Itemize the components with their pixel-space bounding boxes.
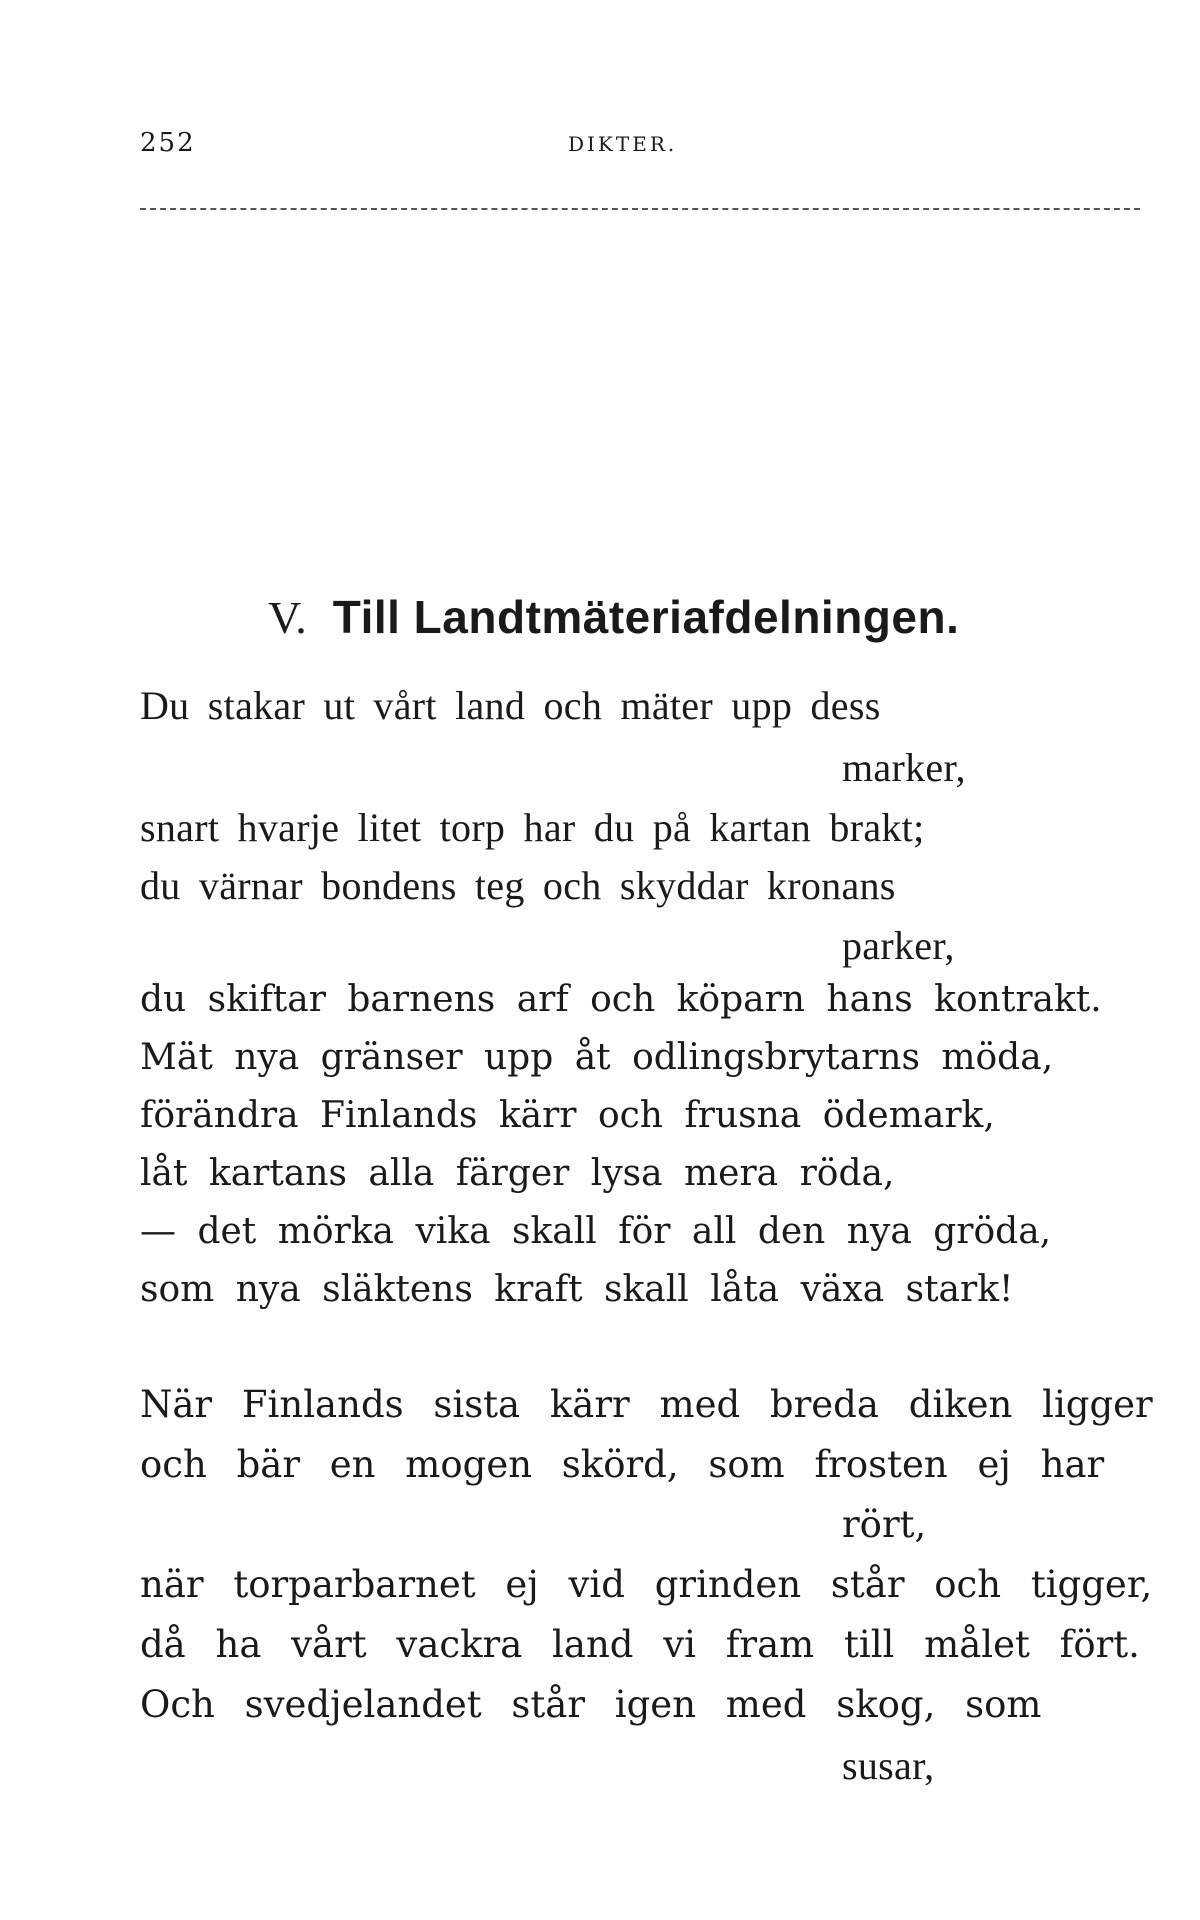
poem-number: V. <box>268 592 307 643</box>
poem-line: Mät nya gränser upp åt odlingsbrytarns möda, <box>140 1037 1054 1078</box>
poem-line: då ha vårt vackra land vi fram till målet fört. <box>140 1623 1140 1666</box>
page-number: 252 <box>140 128 196 158</box>
poem-line: snart hvarje litet torp har du på kartan brakt; <box>140 805 925 850</box>
poem-line: låt kartans alla färger lysa mera röda, <box>140 1153 895 1194</box>
poem-line: och bär en mogen skörd, som frosten ej har <box>140 1443 1105 1486</box>
poem-heading: Till Landtmäteriafdelningen. <box>332 591 960 643</box>
poem-line: Och svedjelandet står igen med skog, som <box>140 1683 1042 1726</box>
page-header <box>140 128 1140 168</box>
poem-line: — det mörka vika skall för all den nya gröda, <box>140 1211 1052 1252</box>
poem-line: Du stakar ut vårt land och mäter upp dess <box>140 683 881 728</box>
poem-line: susar, <box>842 1743 935 1788</box>
poem-line: rört, <box>842 1503 927 1546</box>
poem-line: När Finlands sista kärr med breda diken ligger <box>140 1383 1153 1426</box>
poem-line: som nya släktens kraft skall låta växa stark! <box>140 1269 1014 1310</box>
running-head: DIKTER. <box>568 132 678 156</box>
poem-line: du skiftar barnens arf och köparn hans kontrakt. <box>140 979 1102 1020</box>
poem-line: marker, <box>842 745 966 790</box>
poem-line: förändra Finlands kärr och frusna ödemark, <box>140 1095 995 1136</box>
poem-title <box>268 590 959 644</box>
header-rule <box>140 208 1140 210</box>
poem-line: när torparbarnet ej vid grinden står och tigger, <box>140 1563 1153 1606</box>
poem-line: parker, <box>842 923 955 968</box>
poem-line: du värnar bondens teg och skyddar kronans <box>140 863 896 908</box>
